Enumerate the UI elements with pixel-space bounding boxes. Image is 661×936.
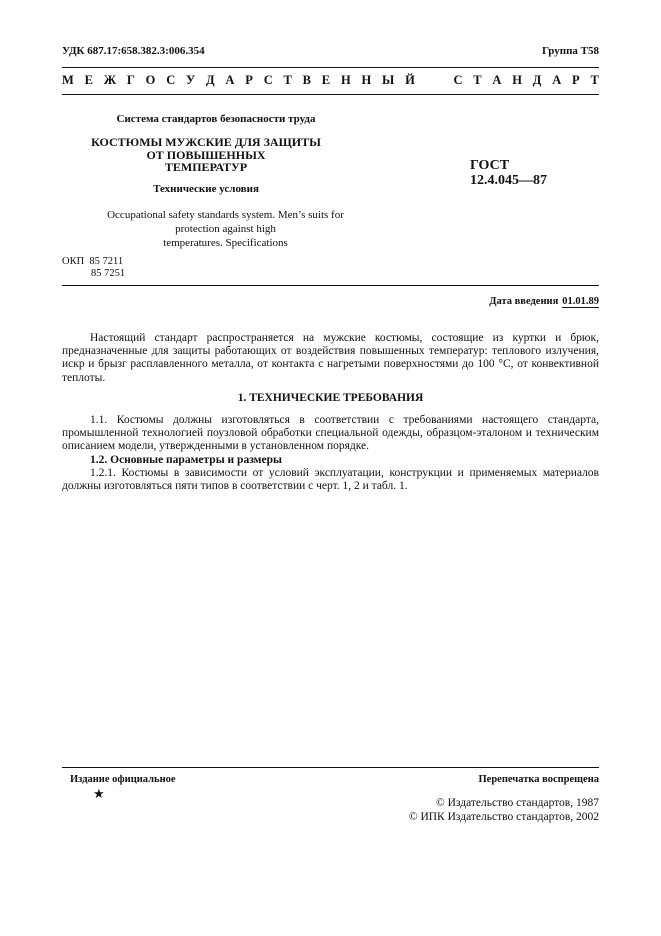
banner-letter: С [453, 73, 463, 87]
effective-date [489, 296, 599, 307]
banner-letter: О [145, 73, 156, 87]
banner-letter: Ы [382, 73, 395, 87]
banner-letter: А [225, 73, 235, 87]
official-edition-label: Издание официальное [70, 774, 176, 785]
banner-letter: Й [405, 73, 415, 87]
banner-letter: Р [245, 73, 253, 87]
document-subtitle: Технические условия [153, 183, 259, 195]
banner-letter: Е [321, 73, 331, 87]
okp-codes [62, 256, 125, 280]
banner-letter: Ж [103, 73, 117, 87]
date-value: 01.01.89 [562, 296, 599, 307]
title-line: ТЕМПЕРАТУР [164, 160, 248, 174]
banner-letter: Т [590, 73, 599, 87]
gost-number: 12.4.045—87 [470, 173, 547, 188]
banner-letter: Т [473, 73, 482, 87]
gost-designation [470, 158, 547, 188]
banner-letter: Д [206, 73, 215, 87]
okp-code: 85 7211 [89, 256, 124, 267]
footer-rule [62, 767, 599, 768]
document-title [62, 136, 350, 174]
english-title-line: Occupational safety standards system. Men’s suits for [107, 209, 344, 221]
standards-system-heading: Система стандартов безопасности труда [116, 113, 316, 125]
udk-code: УДК 687.17:658.382.3:006.354 [62, 45, 205, 57]
english-title-line: temperatures. Specifications [163, 237, 288, 249]
gost-label: ГОСТ [470, 158, 510, 173]
okp-label: ОКП [62, 256, 85, 267]
title-line: ОТ ПОВЫШЕННЫХ [146, 147, 266, 162]
english-title-line: protection against high [175, 223, 276, 235]
banner-letter: Р [572, 73, 580, 87]
banner-letter: Н [361, 73, 372, 87]
reprint-prohibited-label: Перепечатка воспрещена [478, 774, 599, 785]
paragraph-1-1: 1.1. Костюмы должны изготовляться в соответствии с требованиями настоящего стандарта, промышленной технологией поузловой обработки специальной одежды, образцом-эталоном и техническим описанием модели, утвержденными в установленном порядке. [62, 414, 599, 453]
paragraph-1-2-1: 1.2.1. Костюмы в зависимости от условий эксплуатации, конструкции и применяемых материалов должны изготовляться пяти типов в соответствии с черт. 1, 2 и табл. 1. [62, 467, 599, 493]
intro-paragraph: Настоящий стандарт распространяется на мужские костюмы, состоящие из куртки и брюк, предназначенные для защиты работающих от воздействия повышенных температур: теплового излучения, искр и брызг расплавленного металла, от контакта с нагретыми поверхностями до 100 °С, от конвективной теплоты. [62, 332, 599, 384]
banner-letter: Г [126, 73, 135, 87]
section-title: 1. ТЕХНИЧЕСКИЕ ТРЕБОВАНИЯ [237, 392, 424, 404]
okp-code: 85 7251 [91, 268, 126, 279]
copyright-line: © ИПК Издательство стандартов, 2002 [408, 811, 599, 823]
top-rule [62, 67, 599, 68]
banner-letter: М [62, 73, 74, 87]
date-label: Дата введения [489, 296, 559, 307]
banner-letter: Е [84, 73, 93, 87]
copyright-line: © Издательство стандартов, 1987 [435, 797, 599, 809]
banner-letter: Н [512, 73, 522, 87]
star-icon: ★ [93, 786, 105, 801]
banner-letter: В [302, 73, 311, 87]
title-line: КОСТЮМЫ МУЖСКИЕ ДЛЯ ЗАЩИТЫ [91, 135, 321, 149]
banner-letter [440, 73, 443, 88]
banner-letter: Т [283, 73, 292, 87]
copyright-block [409, 796, 599, 824]
banner-letter: С [263, 73, 273, 87]
banner-bottom-rule [62, 94, 599, 95]
banner-letter: Д [532, 73, 542, 87]
banner-letter: Н [340, 73, 351, 87]
group-code: Группа Т58 [541, 45, 599, 57]
banner-letter: А [552, 73, 562, 87]
interstate-standard-banner [62, 73, 599, 88]
paragraph-1-2-heading: 1.2. Основные параметры и размеры [90, 454, 282, 466]
header-divider [62, 285, 599, 286]
banner-letter: А [492, 73, 502, 87]
banner-letter: У [186, 73, 196, 87]
banner-letter: С [166, 73, 176, 87]
banner-letter [426, 73, 429, 88]
english-title [62, 208, 389, 250]
